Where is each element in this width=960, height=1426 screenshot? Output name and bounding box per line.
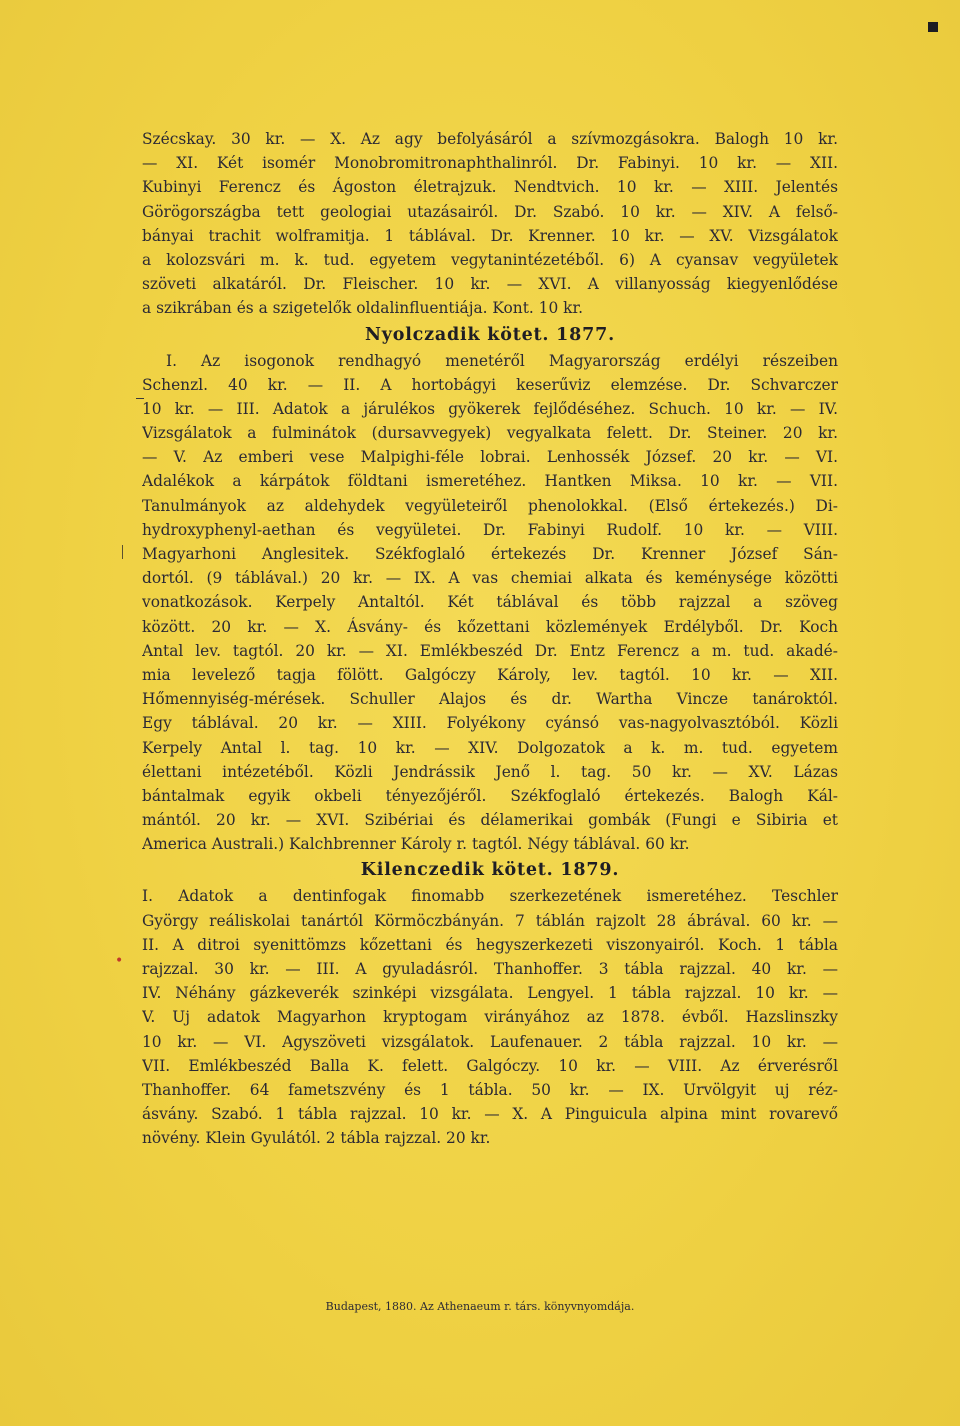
volume-heading-8: Nyolczadik kötet. 1877.: [364, 324, 615, 345]
text-line: vonatkozások. Kerpely Antaltól. Két táblával és több rajzzal a szöveg: [142, 593, 838, 612]
document-body: [142, 127, 838, 1151]
text-line: szöveti alkatáról. Dr. Fleischer. 10 kr. — XVI. A villanyosság kiegyenlődése: [142, 275, 838, 294]
text-line: II. A ditroi syenittömzs kőzettani és hegyszerkezeti viszonyairól. Koch. 1 tábla: [142, 935, 838, 954]
text-line: bányai trachit wolframitja. 1 táblával. Dr. Krenner. 10 kr. — XV. Vizsgálatok: [142, 226, 838, 245]
text-line: Magyarhoni Anglesitek. Székfoglaló értekezés Dr. Krenner József Sán-: [142, 545, 838, 563]
text-line: Szécskay. 30 kr. — X. Az agy befolyásáról a szívmozgásokra. Balogh 10 kr.: [142, 130, 838, 148]
text-line: Görögországba tett geologiai utazásairól. Dr. Szabó. 10 kr. — XIV. A felső-: [142, 202, 838, 221]
section-continuation: [142, 127, 838, 321]
text-line: a szikrában és a szigetelők oldalinfluentiája. Kont. 10 kr.: [142, 299, 584, 318]
text-line: Tanulmányok az aldehydek vegyületeiről phenolokkal. (Első értekezés.) Di-: [142, 496, 838, 515]
text-line: bántalmak egyik okbeli tényezőjéről. Székfoglaló értekezés. Balogh Kál-: [142, 786, 838, 805]
text-line: ásvány. Szabó. 1 tábla rajzzal. 10 kr. — X. A Pinguicula alpina mint rovarevő: [142, 1105, 838, 1124]
text-line: I. Az isogonok rendhagyó menetéről Magyarország erdélyi részeiben: [166, 351, 838, 370]
text-line: I. Adatok a dentinfogak finomabb szerkezetének ismeretéhez. Teschler: [142, 887, 838, 906]
text-line: Hőmennyiség-mérések. Schuller Alajos és dr. Wartha Vincze tanároktól.: [142, 690, 838, 709]
text-line: a kolozsvári m. k. tud. egyetem vegytanintézetéből. 6) A cyansav vegyületek: [142, 250, 838, 269]
text-line: IV. Néhány gázkeverék szinképi vizsgálata. Lengyel. 1 tábla rajzzal. 10 kr. —: [142, 984, 838, 1003]
section-volume-9: [142, 884, 838, 1150]
text-line: V. Uj adatok Magyarhon kryptogam virányához az 1878. évből. Hazslinszky: [142, 1008, 838, 1027]
imprint-footer: Budapest, 1880. Az Athenaeum r. társ. könyvnyomdája.: [325, 1300, 635, 1313]
text-line: VII. Emlékbeszéd Balla K. felett. Galgóczy. 10 kr. — VIII. Az érverésről: [142, 1056, 838, 1075]
text-line: mántól. 20 kr. — XVI. Szibériai és délamerikai gombák (Fungi e Sibiria et: [142, 811, 838, 830]
text-line: Thanhoffer. 64 fametszvény és 1 tábla. 50 kr. — IX. Urvölgyit uj réz-: [142, 1080, 838, 1099]
text-line: Kerpely Antal l. tag. 10 kr. — XIV. Dolgozatok a k. m. tud. egyetem: [142, 738, 838, 757]
text-line: között. 20 kr. — X. Ásvány- és kőzettani közlemények Erdélyből. Dr. Koch: [142, 617, 838, 636]
text-line: rajzzal. 30 kr. — III. A gyuladásról. Thanhoffer. 3 tábla rajzzal. 40 kr. —: [142, 960, 838, 978]
text-line: Schenzl. 40 kr. — II. A hortobágyi keserűviz elemzése. Dr. Schvarczer: [142, 375, 838, 394]
text-line: Antal lev. tagtól. 20 kr. — XI. Emlékbeszéd Dr. Entz Ferencz a m. tud. akadé-: [142, 641, 838, 660]
text-line: növény. Klein Gyulától. 2 tábla rajzzal. 20 kr.: [142, 1129, 491, 1148]
text-line: Kubinyi Ferencz és Ágoston életrajzuk. Nendtvich. 10 kr. — XIII. Jelentés: [142, 178, 838, 197]
text-line: György reáliskolai tanártól Körmöczbányán. 7 táblán rajzolt 28 ábrával. 60 kr. —: [142, 911, 838, 930]
text-line: America Australi.) Kalchbrenner Károly r. tagtól. Négy táblával. 60 kr.: [142, 835, 690, 854]
text-line: Vizsgálatok a fulminátok (dursavvegyek) vegyalkata felett. Dr. Steiner. 20 kr.: [142, 424, 838, 443]
text-line: dortól. (9 táblával.) 20 kr. — IX. A vas chemiai alkata és keménysége közötti: [142, 569, 838, 588]
text-line: Adalékok a kárpátok földtani ismeretéhez. Hantken Miksa. 10 kr. — VII.: [142, 472, 838, 491]
margin-mark: [122, 545, 123, 559]
text-line: mia levelező tagja fölött. Galgóczy Károly, lev. tagtól. 10 kr. — XII.: [142, 665, 838, 684]
margin-dot: •: [115, 953, 124, 969]
corner-mark: [928, 22, 938, 32]
text-line: hydroxyphenyl-aethan és vegyületei. Dr. Fabinyi Rudolf. 10 kr. — VIII.: [142, 520, 838, 539]
text-line: 10 kr. — VI. Agyszöveti vizsgálatok. Laufenauer. 2 tábla rajzzal. 10 kr. —: [142, 1032, 838, 1051]
text-line: — XI. Két isomér Monobromitronaphthalinról. Dr. Fabinyi. 10 kr. — XII.: [142, 154, 838, 173]
text-line: — V. Az emberi vese Malpighi-féle lobrai. Lenhossék József. 20 kr. — VI.: [142, 448, 838, 467]
text-line: 10 kr. — III. Adatok a járulékos gyökerek fejlődéséhez. Schuch. 10 kr. — IV.: [142, 399, 838, 418]
section-volume-8: [142, 349, 838, 857]
text-line: élettani intézetéből. Közli Jendrássik Jenő l. tag. 50 kr. — XV. Lázas: [142, 762, 838, 781]
text-line: Egy táblával. 20 kr. — XIII. Folyékony cyánsó vas-nagyolvasztóból. Közli: [142, 714, 838, 733]
volume-heading-9: Kilenczedik kötet. 1879.: [360, 860, 620, 881]
